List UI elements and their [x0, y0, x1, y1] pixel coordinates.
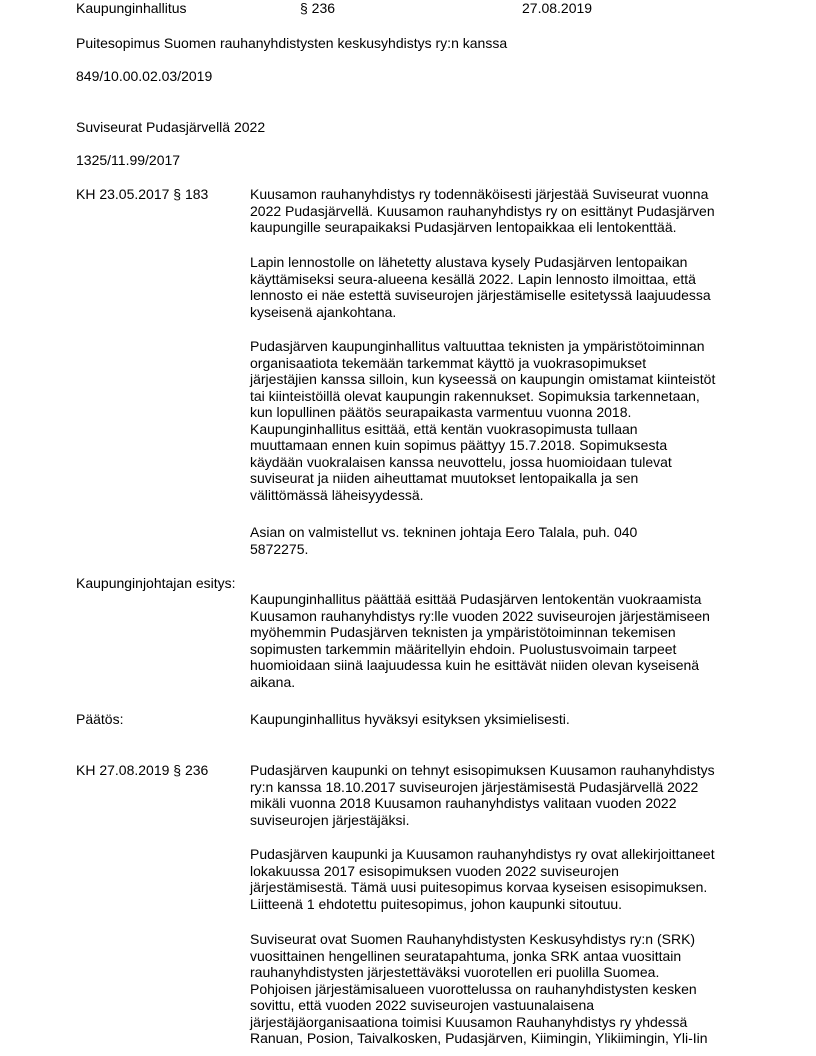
section-body: [250, 338, 750, 503]
text-line: kun lopullinen päätös seurapaikasta varmentuu vuonna 2018.: [250, 404, 632, 420]
text-line: Asian on valmistellut vs. tekninen johtaja Eero Talala, puh. 040: [250, 524, 638, 540]
text-line: käyttämiseksi seura-alueena kesällä 2022. Lapin lennosto ilmoittaa, että: [250, 270, 696, 287]
text-line: Kaupunginhallitus esittää, että kentän vuokrasopimusta tullaan: [250, 420, 638, 437]
section-body: [250, 711, 750, 728]
text-line: Pudasjärven kaupunginhallitus valtuuttaa teknisten ja ympäristötoiminnan: [250, 338, 705, 354]
text-line: Kuusamon rauhanyhdistys ry:lle vuoden 2022 suviseurojen järjestämiseen: [250, 607, 710, 624]
paragraph: [250, 338, 750, 503]
header-date: 27.08.2019: [522, 0, 593, 16]
text-line: Lapin lennostolle on lähetetty alustava kysely Pudasjärven lentopaikan: [250, 254, 688, 270]
paragraph: [250, 591, 750, 690]
sub-title: Suviseurat Pudasjärvellä 2022: [76, 119, 266, 135]
text-line: tai kiinteistöillä olevat kaupungin rakennukset. Sopimuksia tarkennetaan,: [250, 387, 700, 404]
paragraph: [250, 846, 750, 912]
text-line: 2022 Pudasjärvellä. Kuusamon rauhanyhdistys ry on esittänyt Pudasjärven: [250, 202, 715, 219]
text-line: lokakuussa 2017 esisopimuksen vuoden 2022 suviseurojen: [250, 862, 619, 879]
text-line: Pudasjärven kaupunki on tehnyt esisopimuksen Kuusamon rauhanyhdistys: [250, 762, 715, 778]
text-line: Kaupunginhallitus päättää esittää Pudasjärven lentokentän vuokraamista: [250, 591, 702, 607]
text-line: Ranuan, Posion, Taivalkosken, Pudasjärven, Kiimingin, Ylikiimingin, Yli-Iin: [250, 1030, 708, 1046]
text-line: Pohjoisen järjestämisalueen vuorottelussa on rauhanyhdistysten kesken: [250, 980, 697, 997]
text-line: 5872275.: [250, 540, 309, 557]
reference-number: 849/10.00.02.03/2019: [76, 68, 213, 84]
section-label: KH 23.05.2017 § 183: [76, 186, 209, 202]
paragraph: [250, 711, 750, 728]
text-line: Pudasjärven kaupunki ja Kuusamon rauhanyhdistys ry ovat allekirjoittaneet: [250, 846, 715, 862]
text-line: järjestäjien kanssa silloin, kun kyseessä on kaupungin omistamat kiinteistöt: [250, 371, 716, 387]
section-body: [250, 524, 750, 557]
text-line: Suviseurat ovat Suomen Rauhanyhdistysten Keskusyhdistys ry:n (SRK): [250, 931, 696, 947]
document-title: Puitesopimus Suomen rauhanyhdistysten keskusyhdistys ry:n kanssa: [76, 35, 508, 51]
text-line: lennosto ei näe estettä suviseurojen järjestämiselle esitetyssä laajuudessa: [250, 287, 711, 303]
text-line: järjestämisestä. Tämä uusi puitesopimus korvaa kyseisen esisopimuksen.: [250, 879, 708, 895]
section-body: [250, 846, 750, 912]
section-body: [250, 931, 750, 1047]
section-body: [250, 762, 750, 828]
text-line: välittömässä läheisyydessä.: [250, 486, 424, 503]
section-label: Päätös:: [76, 711, 124, 727]
text-line: myöhemmin Pudasjärven teknisten ja ympäristötoiminnan tekemisen: [250, 624, 676, 640]
text-line: järjestäjäorganisaationa toimisi Kuusamon Rauhanyhdistys ry yhdessä: [250, 1013, 688, 1030]
header-body-name: Kaupunginhallitus: [76, 0, 187, 16]
text-line: muuttamaan ennen kuin sopimus päättyy 15.7.2018. Sopimuksesta: [250, 437, 668, 453]
text-line: Liitteenä 1 ehdotettu puitesopimus, johon kaupunki sitoutuu.: [250, 895, 623, 912]
text-line: rauhanyhdistysten järjestettäväksi vuorotellen eri puolilla Suomea.: [250, 964, 660, 980]
text-line: sopimusten tarkemmin määritellyin ehdoin. Puolustusvoimain tarpeet: [250, 640, 677, 657]
text-line: Kaupunginhallitus hyväksyi esityksen yksimielisesti.: [250, 711, 570, 727]
sub-reference-number: 1325/11.99/2017: [76, 152, 181, 168]
header-section-number: § 236: [300, 0, 336, 16]
text-line: käydään vuokralaisen kanssa neuvottelu, jossa huomioidaan tulevat: [250, 453, 672, 470]
text-line: sovittu, että vuoden 2022 suviseurojen vastuunalaisena: [250, 997, 595, 1013]
text-line: suviseurat ja niiden aiheuttamat muutokset lentopaikalla ja sen: [250, 470, 639, 486]
paragraph: [250, 524, 750, 557]
paragraph: [250, 186, 750, 236]
text-line: huomioidaan siinä laajuudessa kuin he esittävät niiden olevan kyseisenä: [250, 657, 700, 673]
section-body: [250, 591, 750, 690]
text-line: kaupungille seurapaikaksi Pudasjärven lentopaikkaa eli lentokenttää.: [250, 219, 677, 235]
text-line: vuosittainen hengellinen seuratapahtuma, jonka SRK antaa vuosittain: [250, 947, 682, 964]
paragraph: [250, 254, 750, 320]
text-line: mikäli vuonna 2018 Kuusamon rauhanyhdistys valitaan vuoden 2022: [250, 795, 677, 811]
text-line: suviseurojen järjestäjäksi.: [250, 811, 410, 828]
section-label: KH 27.08.2019 § 236: [76, 762, 209, 778]
paragraph: [250, 762, 750, 828]
section-label: Kaupunginjohtajan esitys:: [76, 575, 236, 591]
text-line: ry:n kanssa 18.10.2017 suviseurojen järjestämisestä Pudasjärvellä 2022: [250, 778, 699, 795]
paragraph: [250, 931, 750, 1047]
text-line: organisaatiota tekemään tarkemmat käyttö ja vuokrasopimukset: [250, 354, 647, 371]
section-body: [250, 186, 750, 236]
text-line: kyseisenä ajankohtana.: [250, 303, 397, 320]
text-line: aikana.: [250, 673, 296, 690]
section-body: [250, 254, 750, 320]
text-line: Kuusamon rauhanyhdistys ry todennäköisesti järjestää Suviseurat vuonna: [250, 186, 709, 202]
